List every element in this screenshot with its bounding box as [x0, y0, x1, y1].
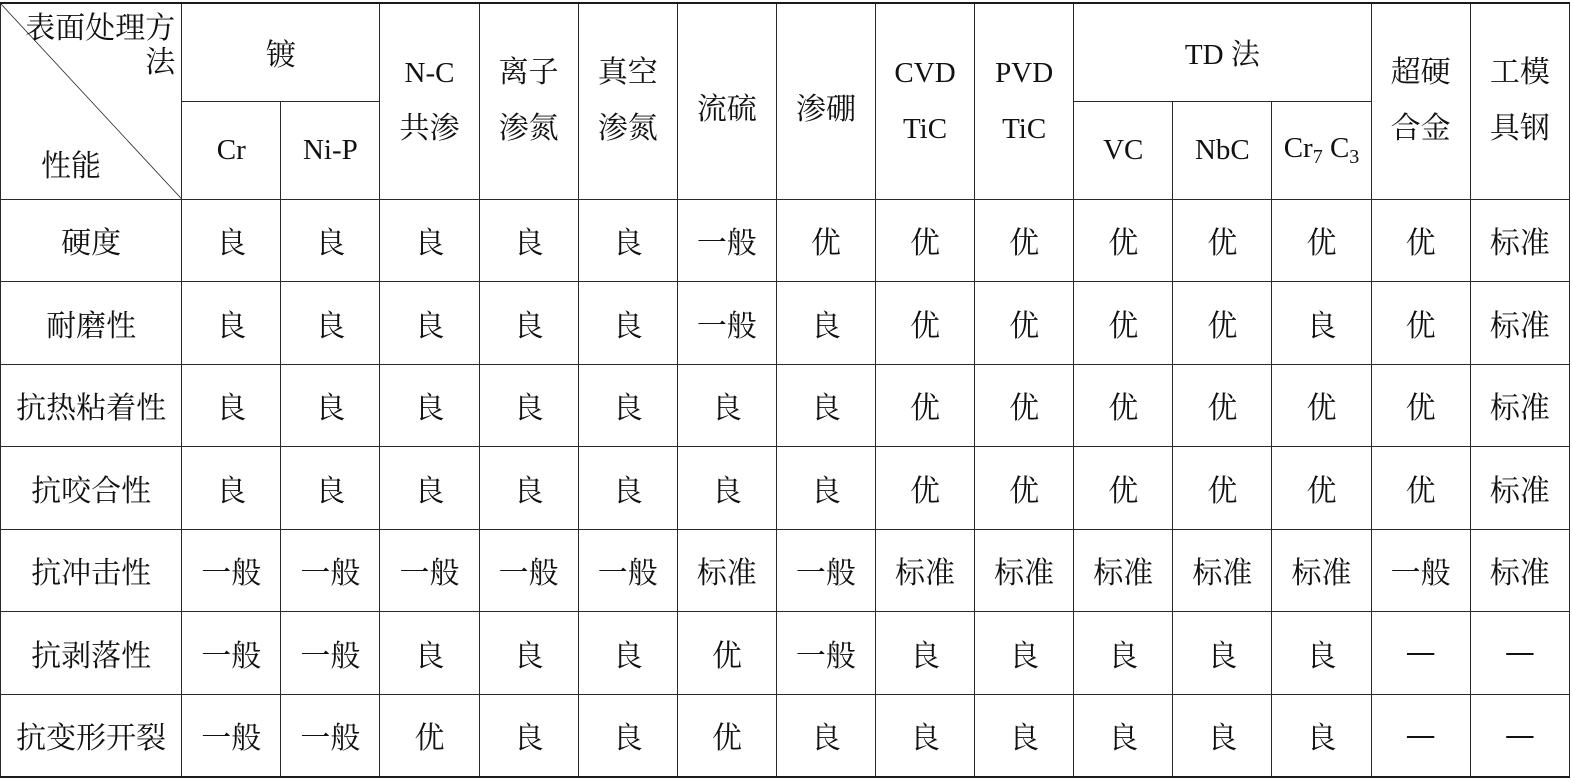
- row-label: 抗热粘着性: [1, 364, 182, 447]
- rating-cell: 良: [975, 612, 1074, 695]
- col-header-carbide-line2: 合金: [1390, 111, 1451, 147]
- rating-cell: 良: [182, 282, 281, 365]
- rating-cell: 优: [1173, 364, 1272, 447]
- rating-cell: 良: [677, 364, 776, 447]
- header-row-1: [1, 3, 1570, 101]
- cr7c3-sub7: 7: [1312, 145, 1323, 168]
- rating-cell: 良: [578, 447, 677, 530]
- rating-cell: 良: [380, 199, 479, 282]
- rating-cell: 一般: [677, 199, 776, 282]
- rating-cell: 良: [776, 447, 875, 530]
- group-header-td: TD 法: [1074, 3, 1371, 101]
- rating-cell: 优: [1074, 199, 1173, 282]
- rating-cell: 良: [1272, 694, 1371, 777]
- rating-cell: 良: [776, 282, 875, 365]
- rating-cell: 优: [1074, 364, 1173, 447]
- rating-cell: 良: [479, 364, 578, 447]
- table-body: [1, 199, 1570, 777]
- col-header-nip: Ni-P: [281, 101, 380, 199]
- col-header-cr: Cr: [182, 101, 281, 199]
- table-row: [1, 282, 1570, 365]
- rating-cell: —: [1371, 612, 1470, 695]
- col-header-pvd-line2: TiC: [1002, 113, 1047, 146]
- cr7c3-c: C: [1322, 131, 1350, 164]
- rating-cell: 一般: [281, 612, 380, 695]
- table-row: [1, 612, 1570, 695]
- col-header-boron: 渗硼: [776, 3, 875, 199]
- corner-top-label: 表面处理方法: [25, 11, 176, 80]
- rating-cell: 良: [479, 199, 578, 282]
- rating-cell: —: [1371, 694, 1470, 777]
- col-header-toolsteel-line2: 具钢: [1489, 111, 1550, 147]
- rating-cell: 优: [1173, 447, 1272, 530]
- col-header-cvd-line2: TiC: [902, 113, 948, 146]
- rating-cell: 一般: [578, 529, 677, 612]
- rating-cell: 良: [776, 364, 875, 447]
- row-label: 硬度: [1, 199, 182, 282]
- rating-cell: 标准: [1272, 529, 1371, 612]
- rating-cell: 良: [380, 364, 479, 447]
- rating-cell: 优: [875, 447, 974, 530]
- rating-cell: 优: [1371, 199, 1470, 282]
- rating-cell: 优: [1371, 447, 1470, 530]
- rating-cell: 一般: [479, 529, 578, 612]
- rating-cell: 标准: [1470, 364, 1569, 447]
- rating-cell: 良: [479, 612, 578, 695]
- rating-cell: 良: [975, 694, 1074, 777]
- rating-cell: 优: [380, 694, 479, 777]
- row-label: 抗咬合性: [1, 447, 182, 530]
- col-header-sulfur: 流硫: [677, 3, 776, 199]
- col-header-ion-line2: 渗氮: [498, 111, 559, 147]
- rating-cell: 良: [182, 364, 281, 447]
- rating-cell: 一般: [182, 612, 281, 695]
- rating-cell: 良: [1074, 612, 1173, 695]
- rating-cell: 优: [1173, 282, 1272, 365]
- table-row: [1, 529, 1570, 612]
- rating-cell: 良: [578, 694, 677, 777]
- rating-cell: 一般: [281, 694, 380, 777]
- row-label: 耐磨性: [1, 282, 182, 365]
- col-header-toolsteel-line1: 工模: [1489, 55, 1550, 91]
- rating-cell: 一般: [776, 529, 875, 612]
- rating-cell: 良: [1173, 612, 1272, 695]
- rating-cell: 标准: [1470, 447, 1569, 530]
- col-header-ion: [479, 3, 578, 199]
- rating-cell: 优: [1272, 364, 1371, 447]
- table-row: [1, 364, 1570, 447]
- rating-cell: 良: [479, 694, 578, 777]
- col-header-carbide-line1: 超硬: [1390, 55, 1451, 91]
- cr7c3-cr: Cr: [1283, 131, 1313, 164]
- rating-cell: 良: [1173, 694, 1272, 777]
- rating-cell: 一般: [182, 529, 281, 612]
- col-header-cvd-line1: CVD: [894, 57, 956, 90]
- rating-cell: 优: [1173, 199, 1272, 282]
- rating-cell: 优: [975, 199, 1074, 282]
- rating-cell: 优: [875, 199, 974, 282]
- rating-cell: 良: [281, 364, 380, 447]
- rating-cell: 良: [776, 694, 875, 777]
- rating-cell: 一般: [182, 694, 281, 777]
- rating-cell: 优: [875, 282, 974, 365]
- rating-cell: 良: [479, 447, 578, 530]
- corner-header-cell: [1, 3, 182, 199]
- rating-cell: 良: [380, 282, 479, 365]
- rating-cell: 标准: [875, 529, 974, 612]
- rating-cell: 优: [875, 364, 974, 447]
- rating-cell: 良: [281, 199, 380, 282]
- col-header-nc-line1: N-C: [404, 57, 455, 90]
- rating-cell: 良: [578, 199, 677, 282]
- rating-cell: 优: [975, 282, 1074, 365]
- corner-bottom-label: 性能: [41, 148, 101, 184]
- rating-cell: 一般: [776, 612, 875, 695]
- rating-cell: 一般: [1371, 529, 1470, 612]
- rating-cell: 优: [1074, 447, 1173, 530]
- col-header-pvd-line1: PVD: [995, 57, 1054, 90]
- rating-cell: 一般: [677, 282, 776, 365]
- table-row: [1, 199, 1570, 282]
- rating-cell: 优: [1272, 199, 1371, 282]
- rating-cell: 良: [1074, 694, 1173, 777]
- rating-cell: 良: [380, 612, 479, 695]
- rating-cell: 优: [1371, 282, 1470, 365]
- col-header-cr7c3: [1272, 101, 1371, 199]
- rating-cell: 优: [776, 199, 875, 282]
- rating-cell: 良: [875, 612, 974, 695]
- rating-cell: —: [1470, 694, 1569, 777]
- rating-cell: 良: [875, 694, 974, 777]
- rating-cell: 优: [1074, 282, 1173, 365]
- col-header-pvd: [975, 3, 1074, 199]
- col-header-carbide: [1371, 3, 1470, 199]
- row-label: 抗剥落性: [1, 612, 182, 695]
- rating-cell: 良: [578, 612, 677, 695]
- surface-treatment-table: [0, 2, 1570, 778]
- row-label: 抗变形开裂: [1, 694, 182, 777]
- cr7c3-sub3: 3: [1349, 145, 1360, 168]
- col-header-vacuum-line1: 真空: [597, 55, 658, 91]
- rating-cell: 良: [677, 447, 776, 530]
- rating-cell: 标准: [1173, 529, 1272, 612]
- rating-cell: 优: [677, 612, 776, 695]
- rating-cell: —: [1470, 612, 1569, 695]
- rating-cell: 良: [479, 282, 578, 365]
- rating-cell: 良: [1272, 612, 1371, 695]
- rating-cell: 标准: [1470, 282, 1569, 365]
- row-label: 抗冲击性: [1, 529, 182, 612]
- rating-cell: 一般: [380, 529, 479, 612]
- table-row: [1, 694, 1570, 777]
- rating-cell: 标准: [677, 529, 776, 612]
- rating-cell: 良: [182, 447, 281, 530]
- rating-cell: 优: [1272, 447, 1371, 530]
- rating-cell: 标准: [1074, 529, 1173, 612]
- table-row: [1, 447, 1570, 530]
- col-header-ion-line1: 离子: [498, 55, 559, 91]
- rating-cell: 优: [677, 694, 776, 777]
- col-header-nbc: NbC: [1173, 101, 1272, 199]
- rating-cell: 良: [182, 199, 281, 282]
- col-header-vacuum-line2: 渗氮: [597, 111, 658, 147]
- rating-cell: 优: [1371, 364, 1470, 447]
- rating-cell: 标准: [1470, 529, 1569, 612]
- col-header-toolsteel: [1470, 3, 1569, 199]
- col-header-vc: VC: [1074, 101, 1173, 199]
- rating-cell: 良: [1272, 282, 1371, 365]
- rating-cell: 一般: [281, 529, 380, 612]
- col-header-nc: [380, 3, 479, 199]
- rating-cell: 良: [281, 282, 380, 365]
- rating-cell: 良: [380, 447, 479, 530]
- rating-cell: 优: [975, 364, 1074, 447]
- rating-cell: 良: [578, 282, 677, 365]
- col-header-cvd: [875, 3, 974, 199]
- rating-cell: 优: [975, 447, 1074, 530]
- rating-cell: 良: [578, 364, 677, 447]
- group-header-plating: 镀: [182, 3, 380, 101]
- rating-cell: 标准: [1470, 199, 1569, 282]
- col-header-vacuum: [578, 3, 677, 199]
- rating-cell: 标准: [975, 529, 1074, 612]
- rating-cell: 良: [281, 447, 380, 530]
- col-header-nc-line2: 共渗: [399, 111, 460, 147]
